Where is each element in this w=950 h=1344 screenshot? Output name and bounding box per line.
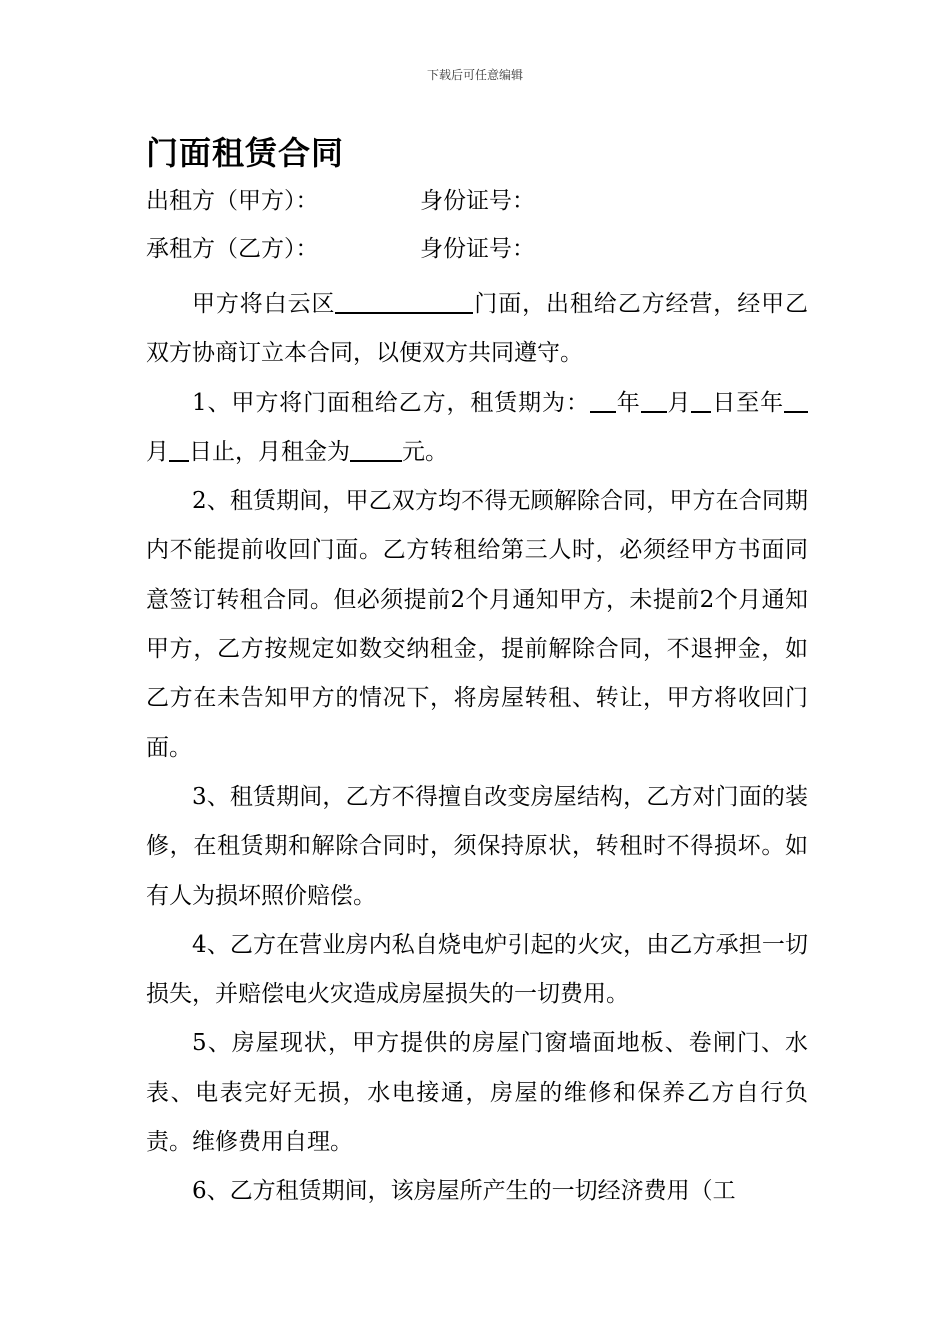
clause-4: 4、乙方在营业房内私自烧电炉引起的火灾，由乙方承担一切损失，并赔偿电火灾造成房屋损失的一切费用。: [146, 931, 808, 1008]
blank-end-day: [169, 437, 189, 462]
blank-end-month: [784, 388, 808, 413]
lessee-id-label: 身份证号：: [420, 236, 535, 262]
clause-3: 3、租赁期间，乙方不得擅自改变房屋结构，乙方对门面的装修，在租赁期和解除合同时，须保持原状，转租时不得损坏。如有人为损坏照价赔偿。: [146, 783, 808, 909]
blank-start-year: [590, 388, 616, 413]
lessee-row: [146, 234, 535, 264]
lessor-label: 出租方（甲方）：: [146, 188, 319, 214]
clause-1: 1、甲方将门面租给乙方，租赁期为： 年 月 日至年月 日止，月租金为 元。: [146, 379, 808, 478]
lessor-id-label: 身份证号：: [420, 188, 535, 214]
contract-body: [146, 280, 808, 1217]
lessor-row: [146, 186, 535, 216]
blank-start-day: [691, 388, 711, 413]
clause-6: 6、乙方租赁期间，该房屋所产生的一切经济费用（工: [192, 1178, 736, 1205]
document-title: 门面租赁合同: [146, 134, 345, 172]
intro-paragraph: 甲方将白云区 门面，出租给乙方经营，经甲乙双方协商订立本合同，以便双方共同遵守。: [146, 291, 809, 367]
clause-2: 2、租赁期间，甲乙双方均不得无顾解除合同，甲方在合同期内不能提前收回门面。乙方转租给第三人时，必须经甲方书面同意签订转租合同。但必须提前2个月通知甲方，未提前2个月通知甲方，乙方按规定如数交纳租金，提前解除合同，不退押金，如乙方在未告知甲方的情况下，将房屋转租、转让，甲方将收回门面。: [146, 488, 808, 761]
lessee-label: 承租方（乙方）：: [146, 236, 319, 262]
clause-5: 5、房屋现状，甲方提供的房屋门窗墙面地板、卷闸门、水表、电表完好无损，水电接通，房屋的维修和保养乙方自行负责。维修费用自理。: [146, 1030, 808, 1156]
blank-location: [335, 289, 473, 314]
blank-start-month: [641, 388, 667, 413]
page-header: 下载后可任意编辑: [426, 68, 523, 82]
blank-rent: [350, 437, 402, 462]
